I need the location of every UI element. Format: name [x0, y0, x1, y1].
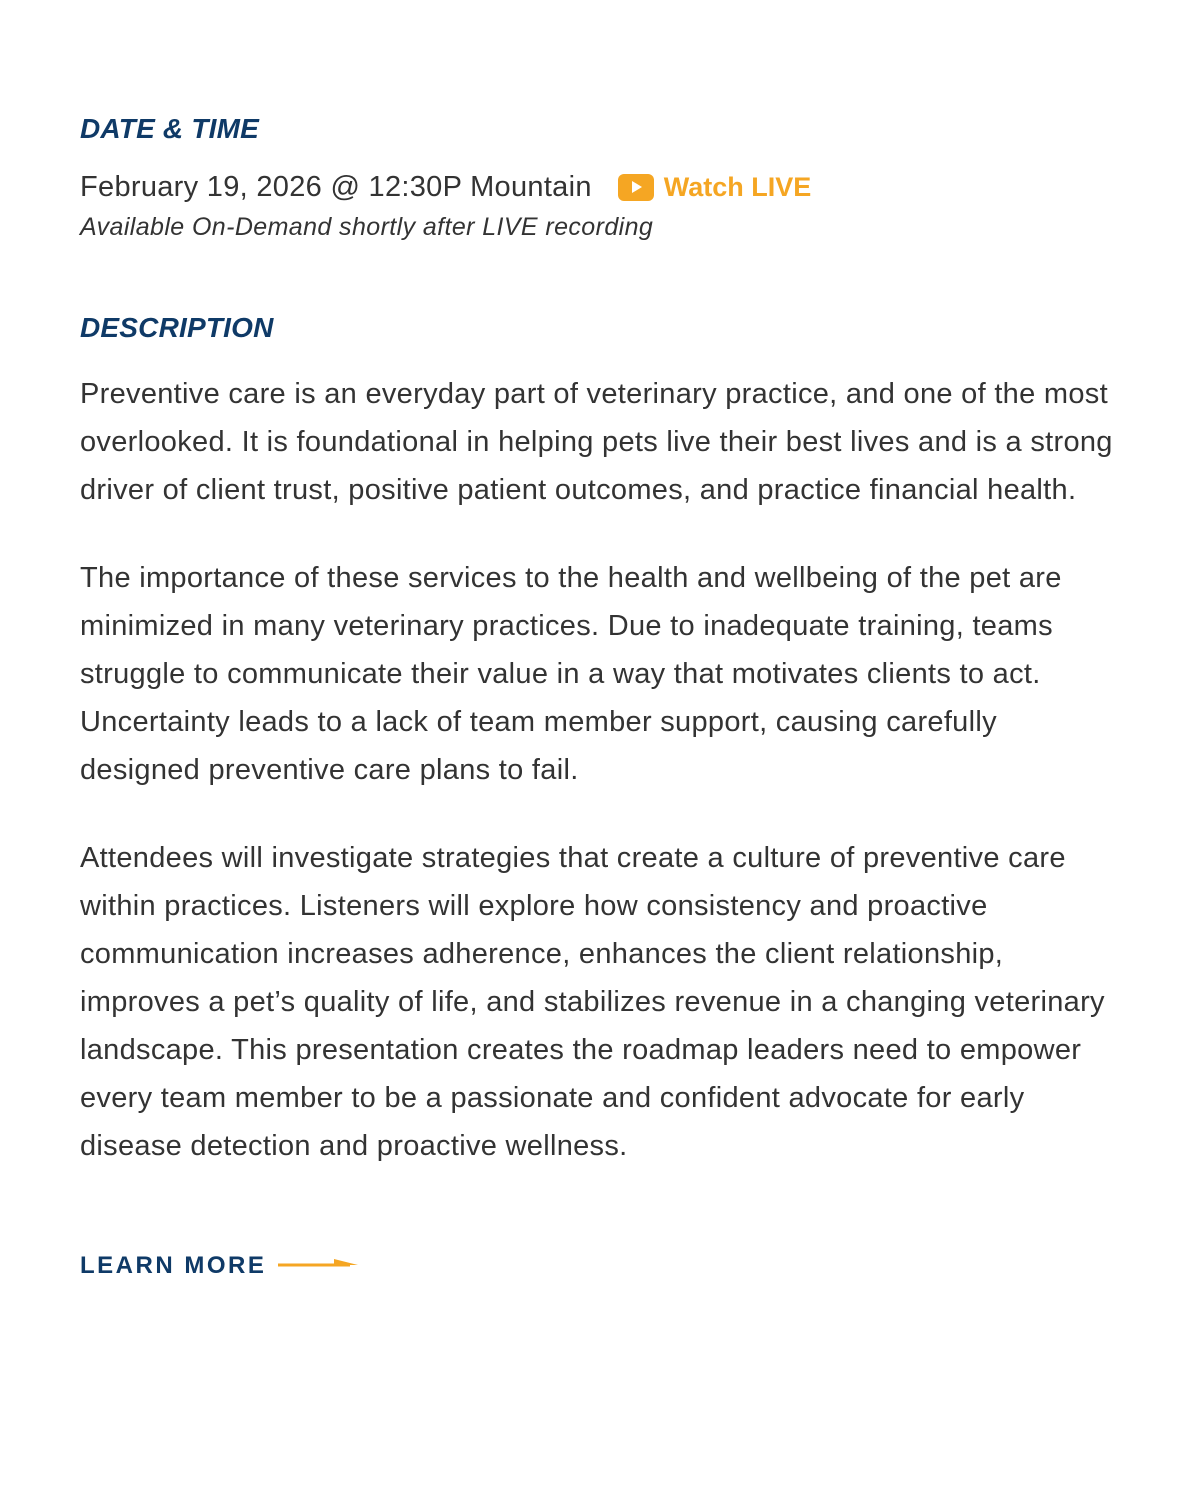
- description-paragraph-2: The importance of these services to the health and wellbeing of the pet are minimized in many veterinary practices. Due to inadequate training, teams struggle to communicate their value in a way that motivates clients to act. Uncertainty leads to a lack of team member support, causing carefully designed preventive care plans to fail.: [80, 562, 1062, 786]
- learn-more-link[interactable]: [80, 1252, 360, 1280]
- date-row: [80, 167, 1120, 207]
- date-time-heading: DATE & TIME: [80, 113, 260, 144]
- event-date: February 19, 2026 @ 12:30P Mountain: [80, 170, 592, 203]
- watch-live-label: Watch LIVE: [663, 171, 812, 202]
- play-icon: [618, 174, 654, 201]
- description-paragraph-3: Attendees will investigate strategies that create a culture of preventive care within practices. Listeners will explore how consistency and proactive communication increases adherence, enhances the client relationship, improves a pet’s quality of life, and stabilizes revenue in a changing veterinary landscape. This presentation creates the roadmap leaders need to empower every team member to be a passionate and confident advocate for early disease detection and proactive wellness.: [80, 842, 1105, 1162]
- on-demand-note: Available On-Demand shortly after LIVE recording: [80, 213, 654, 241]
- watch-live-link[interactable]: [618, 172, 812, 203]
- learn-more-label: LEARN MORE: [80, 1252, 267, 1279]
- arrow-right-icon: [278, 1257, 360, 1275]
- description-paragraph-1: Preventive care is an everyday part of veterinary practice, and one of the most overlooked. It is foundational in helping pets live their best lives and is a strong driver of client trust, positive patient outcomes, and practice financial health.: [80, 378, 1113, 506]
- description-heading: DESCRIPTION: [80, 312, 274, 343]
